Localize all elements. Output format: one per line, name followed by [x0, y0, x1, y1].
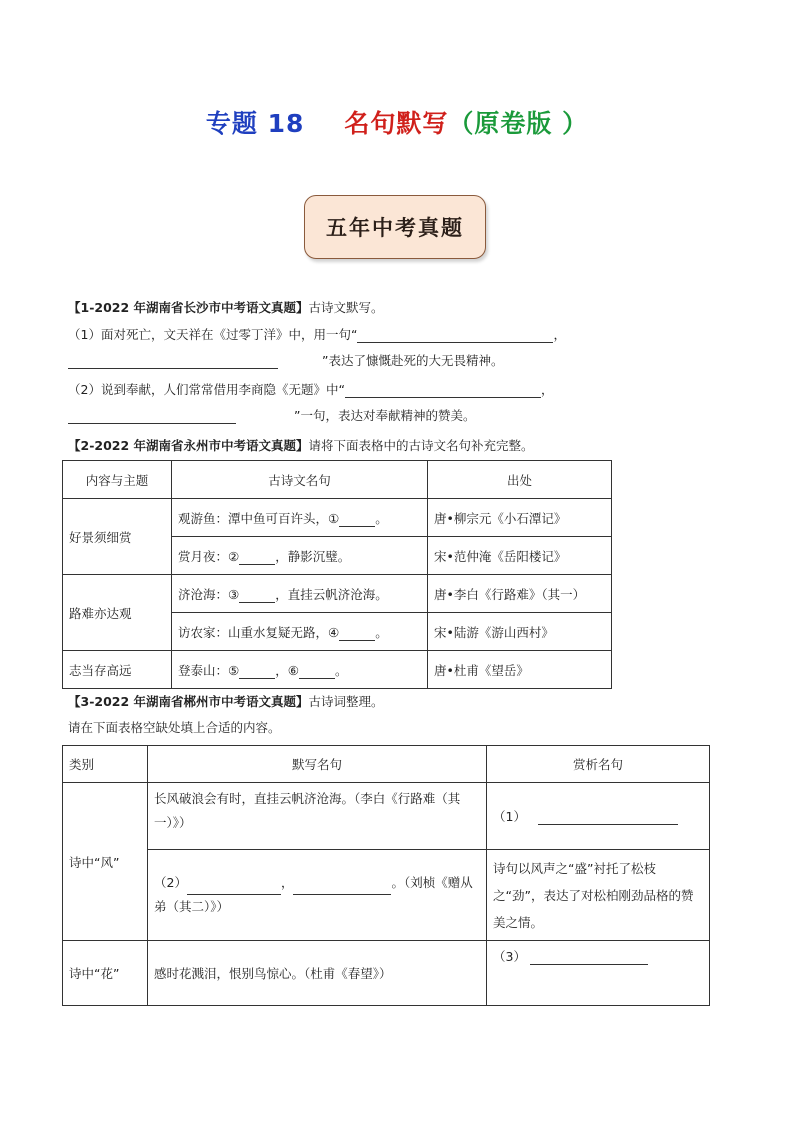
q2-source-cell: 唐•柳宗元《小石潭记》 [428, 499, 612, 537]
q1-part1-text: （1）面对死亡，文天祥在《过零丁洋》中，用一句“ [68, 327, 358, 342]
q3-table [62, 745, 710, 1006]
q2-quote-end: ，直挂云帆济沧海。 [275, 586, 388, 602]
table-row [63, 783, 710, 850]
q1-blank-3[interactable] [345, 384, 541, 398]
q2-quote-end: 。 [334, 662, 348, 678]
q3-quote-cell: 长风破浪会有时，直挂云帆济沧海。（李白《行路难（其一）》） [148, 783, 487, 850]
q3-blank-2[interactable] [187, 881, 281, 895]
q2-quote-end: 。 [375, 624, 388, 640]
q3-ans-3-label: （3） [493, 949, 526, 964]
q3-category-hua: 诗中“花” [63, 941, 148, 1006]
q2-quote-text: 济沧海：③ [178, 586, 240, 602]
q2-theme-cell: 志当存高远 [63, 651, 172, 689]
q2-quote-cell [172, 537, 428, 575]
q1-part1 [68, 325, 566, 343]
q3-intro: 请在下面表格空缺处填上合适的内容。 [68, 720, 281, 735]
q2-quote-cell [172, 499, 428, 537]
q2-blank-3[interactable] [239, 590, 275, 603]
q3-header-appreciation: 赏析名句 [487, 746, 710, 783]
q3-instruction: 古诗词整理。 [308, 694, 384, 709]
q2-quote-cell [172, 613, 428, 651]
q2-header-row [63, 461, 612, 499]
q3-appreciation-cell [487, 783, 710, 850]
q2-quote-end: ，静影沉璧。 [275, 548, 351, 564]
q3-header-row [63, 746, 710, 783]
q2-header-quote: 古诗文名句 [172, 461, 428, 499]
q2-quote-text: 访农家：山重水复疑无路，④ [178, 624, 340, 640]
q3-heading [68, 692, 384, 710]
q3-header-category: 类别 [63, 746, 148, 783]
title-topic: 专题 18 [205, 109, 305, 138]
q2-source-cell: 唐•杜甫《望岳》 [428, 651, 612, 689]
q3-category-feng: 诗中“风” [63, 783, 148, 941]
q2-quote-end: 。 [375, 510, 388, 526]
q2-table [62, 460, 612, 689]
q2-source: 【2-2022 年湖南省永州市中考语文真题】 [68, 438, 309, 453]
q2-header-source: 出处 [428, 461, 612, 499]
q2-quote-text: 观游鱼：潭中鱼可百许头，① [178, 510, 340, 526]
q2-source-cell: 宋•范仲淹《岳阳楼记》 [428, 537, 612, 575]
page-title [0, 104, 794, 140]
q2-blank-4[interactable] [339, 628, 375, 641]
title-subject: 名句默写 [344, 109, 449, 138]
q1-part2-comma: ， [540, 382, 554, 397]
table-row [63, 575, 612, 613]
q1-instruction: 古诗文默写。 [308, 300, 384, 315]
q1-part2-end: ”一句，表达对奉献精神的赞美。 [294, 408, 476, 423]
q2-heading [68, 436, 534, 454]
q2-header-theme: 内容与主题 [63, 461, 172, 499]
q3-quote-cell: 感时花溅泪，恨别鸟惊心。（杜甫《春望》） [148, 941, 487, 1006]
q3-blank-4[interactable] [530, 951, 648, 965]
q3-quote-end: 。（刘桢《赠从弟（其二）》） [154, 875, 473, 914]
q2-theme-cell: 路难亦达观 [63, 575, 172, 651]
table-row [63, 941, 710, 1006]
q2-quote-cell [172, 575, 428, 613]
q3-ans-1-label: （1） [493, 809, 526, 824]
q1-part2-text: （2）说到奉献，人们常常借用李商隐《无题》中“ [68, 382, 345, 397]
q2-blank-5[interactable] [239, 666, 275, 679]
q3-blank-1[interactable] [538, 811, 678, 825]
q2-source-cell: 宋•陆游《游山西村》 [428, 613, 612, 651]
table-row [63, 850, 710, 941]
q1-heading [68, 298, 384, 316]
q2-blank-6[interactable] [299, 666, 335, 679]
q2-quote-mid: ，⑥ [275, 662, 299, 678]
q1-blank-4[interactable] [68, 410, 236, 424]
q3-blank-3[interactable] [293, 881, 391, 895]
q3-quote-cell [148, 850, 487, 941]
q2-theme-cell: 好景须细赏 [63, 499, 172, 575]
title-edition: （原卷版 ） [448, 109, 589, 138]
q2-blank-2[interactable] [239, 552, 275, 565]
q2-quote-text: 赏月夜：② [178, 548, 240, 564]
q3-quote-mid: ， [280, 875, 294, 890]
q1-source: 【1-2022 年湖南省长沙市中考语文真题】 [68, 300, 309, 315]
q1-part1-end: ”表达了慷慨赴死的大无畏精神。 [322, 353, 504, 368]
q3-header-quote: 默写名句 [148, 746, 487, 783]
section-banner: 五年中考真题 [304, 195, 486, 259]
q2-instruction: 请将下面表格中的古诗文名句补充完整。 [308, 438, 534, 453]
q3-appreciation-cell: 诗句以风声之“盛”衬托了松枝之“劲”，表达了对松柏刚劲品格的赞美之情。 [487, 850, 710, 941]
q3-appreciation-cell [487, 941, 710, 1006]
q1-part1-cont [68, 351, 503, 369]
q2-blank-1[interactable] [339, 514, 375, 527]
table-row [63, 499, 612, 537]
q1-blank-1[interactable] [357, 329, 553, 343]
table-row [63, 651, 612, 689]
q1-part1-comma: ， [553, 327, 566, 342]
q3-source: 【3-2022 年湖南省郴州市中考语文真题】 [68, 694, 309, 709]
q1-part2-cont [68, 406, 475, 424]
q2-source-cell: 唐•李白《行路难》（其一） [428, 575, 612, 613]
q3-quote-prefix: （2） [154, 875, 187, 890]
q2-quote-cell [172, 651, 428, 689]
q2-quote-text: 登泰山：⑤ [178, 662, 240, 678]
q1-blank-2[interactable] [68, 355, 278, 369]
q1-part2 [68, 380, 553, 398]
